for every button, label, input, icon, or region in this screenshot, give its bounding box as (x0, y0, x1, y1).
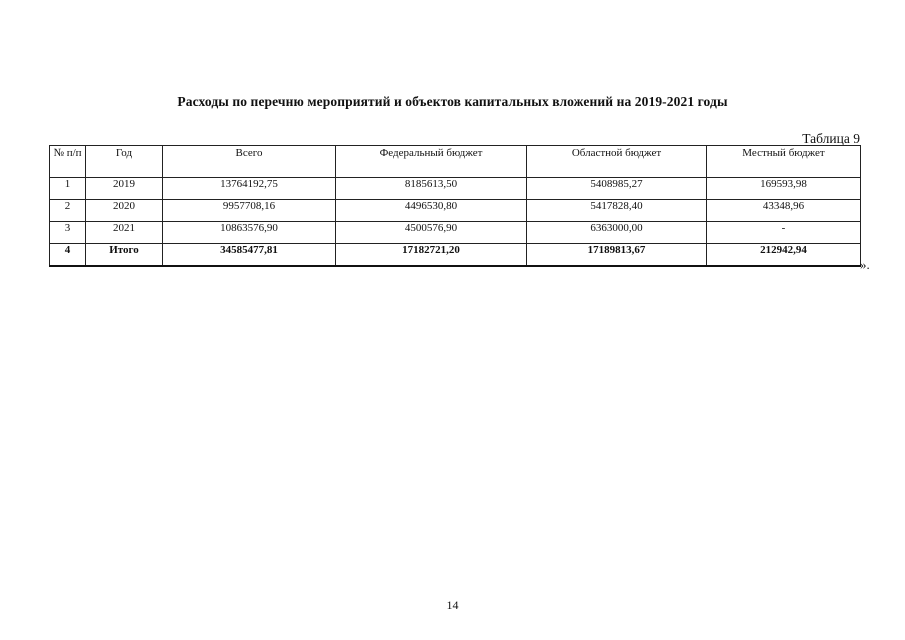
cell-regional: 6363000,00 (527, 222, 707, 244)
cell-number: 3 (50, 222, 86, 244)
cell-number: 1 (50, 178, 86, 200)
cell-federal: 8185613,50 (336, 178, 527, 200)
expenses-table (49, 145, 861, 267)
table-total-row (50, 244, 861, 267)
cell-year: Итого (86, 244, 163, 267)
header-regional-budget: Областной бюджет (527, 146, 707, 178)
cell-local: 212942,94 (707, 244, 861, 267)
header-federal-budget: Федеральный бюджет (336, 146, 527, 178)
header-year: Год (86, 146, 163, 178)
cell-regional: 17189813,67 (527, 244, 707, 267)
header-total: Всего (163, 146, 336, 178)
cell-federal: 17182721,20 (336, 244, 527, 267)
cell-local: 169593,98 (707, 178, 861, 200)
cell-regional: 5417828,40 (527, 200, 707, 222)
header-local-budget: Местный бюджет (707, 146, 861, 178)
table-label: Таблица 9 (802, 131, 860, 146)
cell-year: 2019 (86, 178, 163, 200)
cell-regional: 5408985,27 (527, 178, 707, 200)
cell-number: 2 (50, 200, 86, 222)
table-row (50, 178, 861, 200)
cell-federal: 4496530,80 (336, 200, 527, 222)
closing-quote-mark: ». (860, 257, 870, 272)
table-row (50, 200, 861, 222)
cell-total: 9957708,16 (163, 200, 336, 222)
table-row (50, 222, 861, 244)
cell-year: 2020 (86, 200, 163, 222)
cell-local: 43348,96 (707, 200, 861, 222)
page-number: 14 (446, 598, 459, 612)
table-header-row (50, 146, 861, 178)
document-title: Расходы по перечню мероприятий и объектов капитальных вложений на 2019-2021 годы (177, 94, 728, 109)
cell-local: - (707, 222, 861, 244)
cell-total: 13764192,75 (163, 178, 336, 200)
cell-number: 4 (50, 244, 86, 267)
cell-total: 10863576,90 (163, 222, 336, 244)
cell-total: 34585477,81 (163, 244, 336, 267)
cell-federal: 4500576,90 (336, 222, 527, 244)
cell-year: 2021 (86, 222, 163, 244)
header-number: № п/п (50, 146, 86, 178)
